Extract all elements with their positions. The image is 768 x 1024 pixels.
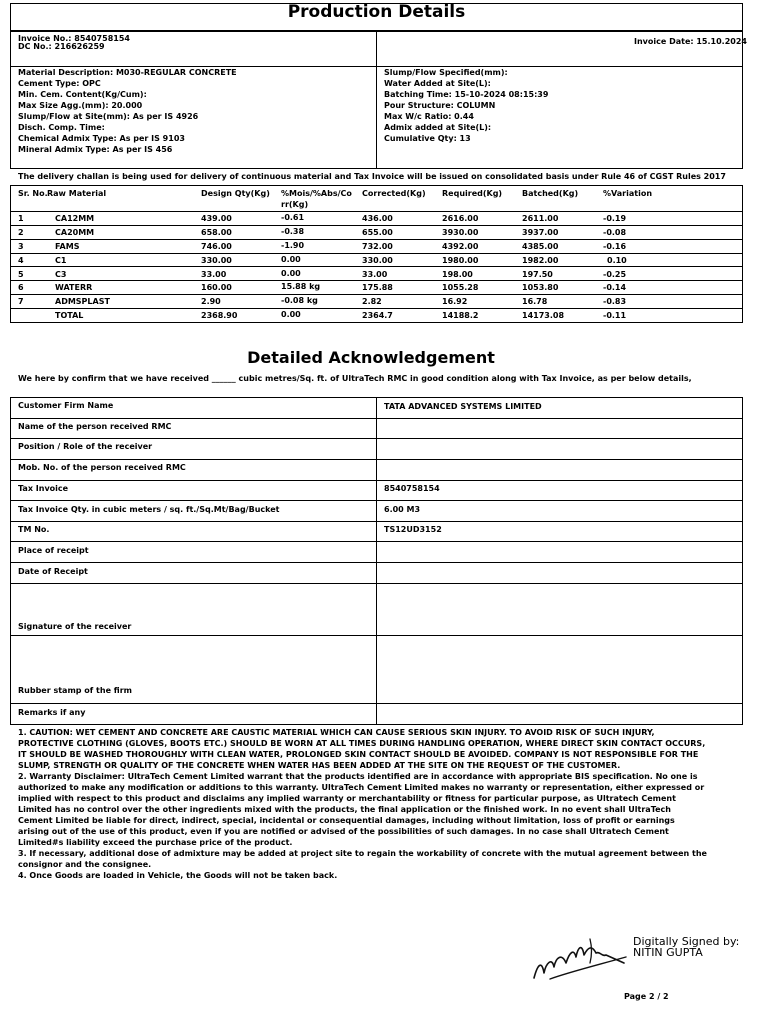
slump-specified: Slump/Flow Specified(mm): xyxy=(384,68,508,77)
material-divider xyxy=(376,66,377,169)
cell-sr: 7 xyxy=(18,297,24,306)
digital-signature-block xyxy=(633,936,739,958)
signer-name: NITIN GUPTA xyxy=(633,946,703,959)
page-title: Production Details xyxy=(287,2,466,22)
col-mois-2: rr(Kg) xyxy=(281,200,309,209)
cell-required: 1980.00 xyxy=(442,256,479,265)
col-variation: %Variation xyxy=(603,189,653,198)
cell-design: 330.00 xyxy=(201,256,232,265)
ack-row-rule xyxy=(10,500,743,501)
cement-type: Cement Type: OPC xyxy=(18,79,101,88)
ack-row-rule xyxy=(10,541,743,542)
cell-required: 4392.00 xyxy=(442,242,479,251)
cell-material: FAMS xyxy=(55,242,80,251)
cell-variation: -0.08 xyxy=(603,228,627,237)
cell-sr: 1 xyxy=(18,214,24,223)
ack-row-rule xyxy=(10,459,743,460)
disch-comp-time: Disch. Comp. Time: xyxy=(18,123,105,132)
col-batched: Batched(Kg) xyxy=(522,189,579,198)
page-number: Page 2 / 2 xyxy=(624,992,669,1001)
cell-batched: 197.50 xyxy=(522,270,553,279)
ack-label-mobile: Mob. No. of the person received RMC xyxy=(18,463,186,472)
cell-material: ADMSPLAST xyxy=(55,297,110,306)
cell-corrected: 330.00 xyxy=(362,256,393,265)
col-corrected: Corrected(Kg) xyxy=(362,189,426,198)
cell-corrected: 655.00 xyxy=(362,228,393,237)
cell-material: WATERR xyxy=(55,283,93,292)
batch-row-rule xyxy=(10,280,743,281)
cell-design: 160.00 xyxy=(201,283,232,292)
ack-value-tm-no: TS12UD3152 xyxy=(384,525,442,534)
cell-mois: -0.38 xyxy=(281,227,305,236)
ack-row-rule xyxy=(10,480,743,481)
ack-row-rule xyxy=(10,635,743,636)
cell-mois: 15.88 kg xyxy=(281,282,321,291)
cell-design: 658.00 xyxy=(201,228,232,237)
cell-batched: 2611.00 xyxy=(522,214,559,223)
cell-batched: 3937.00 xyxy=(522,228,559,237)
cell-material: C1 xyxy=(55,256,67,265)
material-description: Material Description: M030-REGULAR CONCRETE xyxy=(18,68,237,77)
ack-value-tax-invoice: 8540758154 xyxy=(384,484,440,493)
cell-variation: -0.16 xyxy=(603,242,627,251)
cell-mois: 0.00 xyxy=(281,269,301,278)
dc-number: DC No.: 216626259 xyxy=(18,42,105,51)
note-admixture: 3. If necessary, additional dose of admixture may be added at project site to regain the workability of concrete with the mutual agreement between the consignor and the consignee. xyxy=(18,849,707,869)
col-mois: %Mois/%Abs/Co xyxy=(281,189,352,198)
cell-required: 2616.00 xyxy=(442,214,479,223)
invoice-number: Invoice No.: 8540758154 xyxy=(18,34,130,43)
ack-label-signature: Signature of the receiver xyxy=(18,622,132,631)
cell-design: 746.00 xyxy=(201,242,232,251)
material-right-list xyxy=(384,67,548,144)
cell-corrected: 732.00 xyxy=(362,242,393,251)
cell-corrected: 33.00 xyxy=(362,270,388,279)
cell-variation: -0.11 xyxy=(603,311,627,320)
challan-note: The delivery challan is being used for delivery of continuous material and Tax Invoice will be issued on consolidated basis under Rule 46 of CGST Rules 2017 xyxy=(18,172,726,181)
chemical-admix-type: Chemical Admix Type: As per IS 9103 xyxy=(18,134,185,143)
note-caution: 1. CAUTION: WET CEMENT AND CONCRETE ARE CAUSTIC MATERIAL WHICH CAN CAUSE SERIOUS SKIN INJURY. TO AVOID RISK OF SUCH INJURY, PROTECTIVE CLOTHING (GLOVES, BOOTS ETC.) SHOULD BE WORN AT ALL TIMES DURING HANDLING OPERATION, WHERE DIRECT SKIN CONTACT OCCURS, IT SHOULD BE WASHED THOROUGHLY WITH CLEAN WATER, PROLONGED SKIN CONTACT SHOULD BE AVOIDED. COMPANY IS NOT RESPONSIBLE FOR THE SLUMP, STRENGTH OR QUALITY OF THE CONCRETE WHEN WATER HAS BEEN ADDED AT THE SITE ON THE REQUEST OF THE CUSTOMER. xyxy=(18,728,706,770)
cell-batched: 14173.08 xyxy=(522,311,565,320)
cumulative-qty: Cumulative Qty: 13 xyxy=(384,134,471,143)
cell-sr: 4 xyxy=(18,256,24,265)
note-goods-loaded: 4. Once Goods are loaded in Vehicle, the Goods will not be taken back. xyxy=(18,871,338,880)
cell-corrected: 436.00 xyxy=(362,214,393,223)
ack-value-customer-firm: TATA ADVANCED SYSTEMS LIMITED xyxy=(384,402,542,411)
cell-corrected: 2.82 xyxy=(362,297,382,306)
cell-material: TOTAL xyxy=(55,311,84,320)
invoice-divider xyxy=(376,31,377,67)
cell-required: 14188.2 xyxy=(442,311,479,320)
cell-design: 33.00 xyxy=(201,270,227,279)
ack-label-place-of-receipt: Place of receipt xyxy=(18,546,89,555)
min-cement-content: Min. Cem. Content(Kg/Cum): xyxy=(18,90,147,99)
cell-variation: -0.14 xyxy=(603,283,627,292)
cell-required: 198.00 xyxy=(442,270,473,279)
cell-required: 16.92 xyxy=(442,297,468,306)
cell-material: CA20MM xyxy=(55,228,95,237)
ack-row-rule xyxy=(10,583,743,584)
col-required: Required(Kg) xyxy=(442,189,503,198)
cell-sr: 3 xyxy=(18,242,24,251)
mineral-admix-type: Mineral Admix Type: As per IS 456 xyxy=(18,145,173,154)
cell-mois: -1.90 xyxy=(281,241,305,250)
batch-row-rule xyxy=(10,225,743,226)
cell-required: 3930.00 xyxy=(442,228,479,237)
ack-row-rule xyxy=(10,438,743,439)
ack-label-tm-no: TM No. xyxy=(18,525,50,534)
cell-sr: 2 xyxy=(18,228,24,237)
note-warranty: 2. Warranty Disclaimer: UltraTech Cement Limited warrant that the products identified are in accordance with appropriate BIS specification. No one is authorized to make any modification or additions to this warranty. UltraTech Cement Limited makes no warranty or representation, either expressed or implied with respect to this product and disclaims any implied warranty or merchantability or fitness for particular purpose, as Ultratech Cement Limited has no control over the other ingredients mixed with the products, the final application or the finished work. In no event shall UltraTech Cement Limited be liable for direct, indirect, special, incidental or consequential damages, including without limitation, loss of profit or earnings arising out of the use of this product, even if you are notified or advised of the possibilities of such damages. In no case shall Ultratech Cement Limited#s liability exceed the purchase price of the product. xyxy=(18,772,705,847)
cell-corrected: 175.88 xyxy=(362,283,393,292)
cell-batched: 16.78 xyxy=(522,297,548,306)
ack-row-rule xyxy=(10,521,743,522)
cell-batched: 4385.00 xyxy=(522,242,559,251)
ack-row-rule xyxy=(10,418,743,419)
terms-notes xyxy=(18,727,708,881)
cell-mois: -0.61 xyxy=(281,213,305,222)
ack-row-rule xyxy=(10,703,743,704)
cell-design: 439.00 xyxy=(201,214,232,223)
ack-label-invoice-qty: Tax Invoice Qty. in cubic meters / sq. ft./Sq.Mt/Bag/Bucket xyxy=(18,505,280,514)
ack-label-person-received: Name of the person received RMC xyxy=(18,422,172,431)
ack-divider xyxy=(376,397,377,725)
cell-design: 2368.90 xyxy=(201,311,238,320)
col-raw-material: Raw Material xyxy=(47,189,107,198)
ack-confirm-text: We here by confirm that we have received ______ cubic metres/Sq. ft. of UltraTech RMC in good condition along with Tax Invoice, as per below details, xyxy=(18,374,692,383)
cell-required: 1055.28 xyxy=(442,283,479,292)
cell-material: C3 xyxy=(55,270,67,279)
material-left-list xyxy=(18,67,237,155)
pour-structure: Pour Structure: COLUMN xyxy=(384,101,496,110)
ack-row-rule xyxy=(10,562,743,563)
max-size-agg: Max Size Agg.(mm): 20.000 xyxy=(18,101,143,110)
ack-label-position: Position / Role of the receiver xyxy=(18,442,153,451)
cell-batched: 1053.80 xyxy=(522,283,559,292)
batch-row-rule xyxy=(10,253,743,254)
ack-label-rubber-stamp: Rubber stamp of the firm xyxy=(18,686,132,695)
ack-label-date-of-receipt: Date of Receipt xyxy=(18,567,88,576)
slump-at-site: Slump/Flow at Site(mm): As per IS 4926 xyxy=(18,112,199,121)
batch-row-rule xyxy=(10,266,743,267)
cell-sr: 5 xyxy=(18,270,24,279)
batch-row-rule xyxy=(10,239,743,240)
batch-row-rule xyxy=(10,308,743,309)
batch-header-rule xyxy=(10,211,743,212)
ack-label-customer-firm: Customer Firm Name xyxy=(18,401,114,410)
cell-variation: -0.19 xyxy=(603,214,627,223)
cell-variation: 0.10 xyxy=(607,256,627,265)
admix-added-at-site: Admix added at Site(L): xyxy=(384,123,492,132)
cell-mois: -0.08 kg xyxy=(281,296,318,305)
cell-sr: 6 xyxy=(18,283,24,292)
col-sr: Sr. No. xyxy=(18,189,48,198)
cell-batched: 1982.00 xyxy=(522,256,559,265)
handwritten-signature xyxy=(530,933,630,985)
digitally-signed-label: Digitally Signed by: xyxy=(633,935,740,948)
ack-label-remarks: Remarks if any xyxy=(18,708,86,717)
col-design-qty: Design Qty(Kg) xyxy=(201,189,270,198)
cell-variation: -0.25 xyxy=(603,270,627,279)
cell-design: 2.90 xyxy=(201,297,221,306)
cell-mois: 0.00 xyxy=(281,255,301,264)
ack-value-invoice-qty: 6.00 M3 xyxy=(384,505,421,514)
max-wc-ratio: Max W/c Ratio: 0.44 xyxy=(384,112,474,121)
ack-label-tax-invoice: Tax Invoice xyxy=(18,484,69,493)
cell-variation: -0.83 xyxy=(603,297,627,306)
batching-time: Batching Time: 15-10-2024 08:15:39 xyxy=(384,90,549,99)
cell-corrected: 2364.7 xyxy=(362,311,393,320)
cell-mois: 0.00 xyxy=(281,310,301,319)
ack-title: Detailed Acknowledgement xyxy=(247,348,495,367)
water-added-at-site: Water Added at Site(L): xyxy=(384,79,491,88)
batch-row-rule xyxy=(10,294,743,295)
cell-material: CA12MM xyxy=(55,214,95,223)
invoice-date: Invoice Date: 15.10.2024 xyxy=(634,37,747,46)
